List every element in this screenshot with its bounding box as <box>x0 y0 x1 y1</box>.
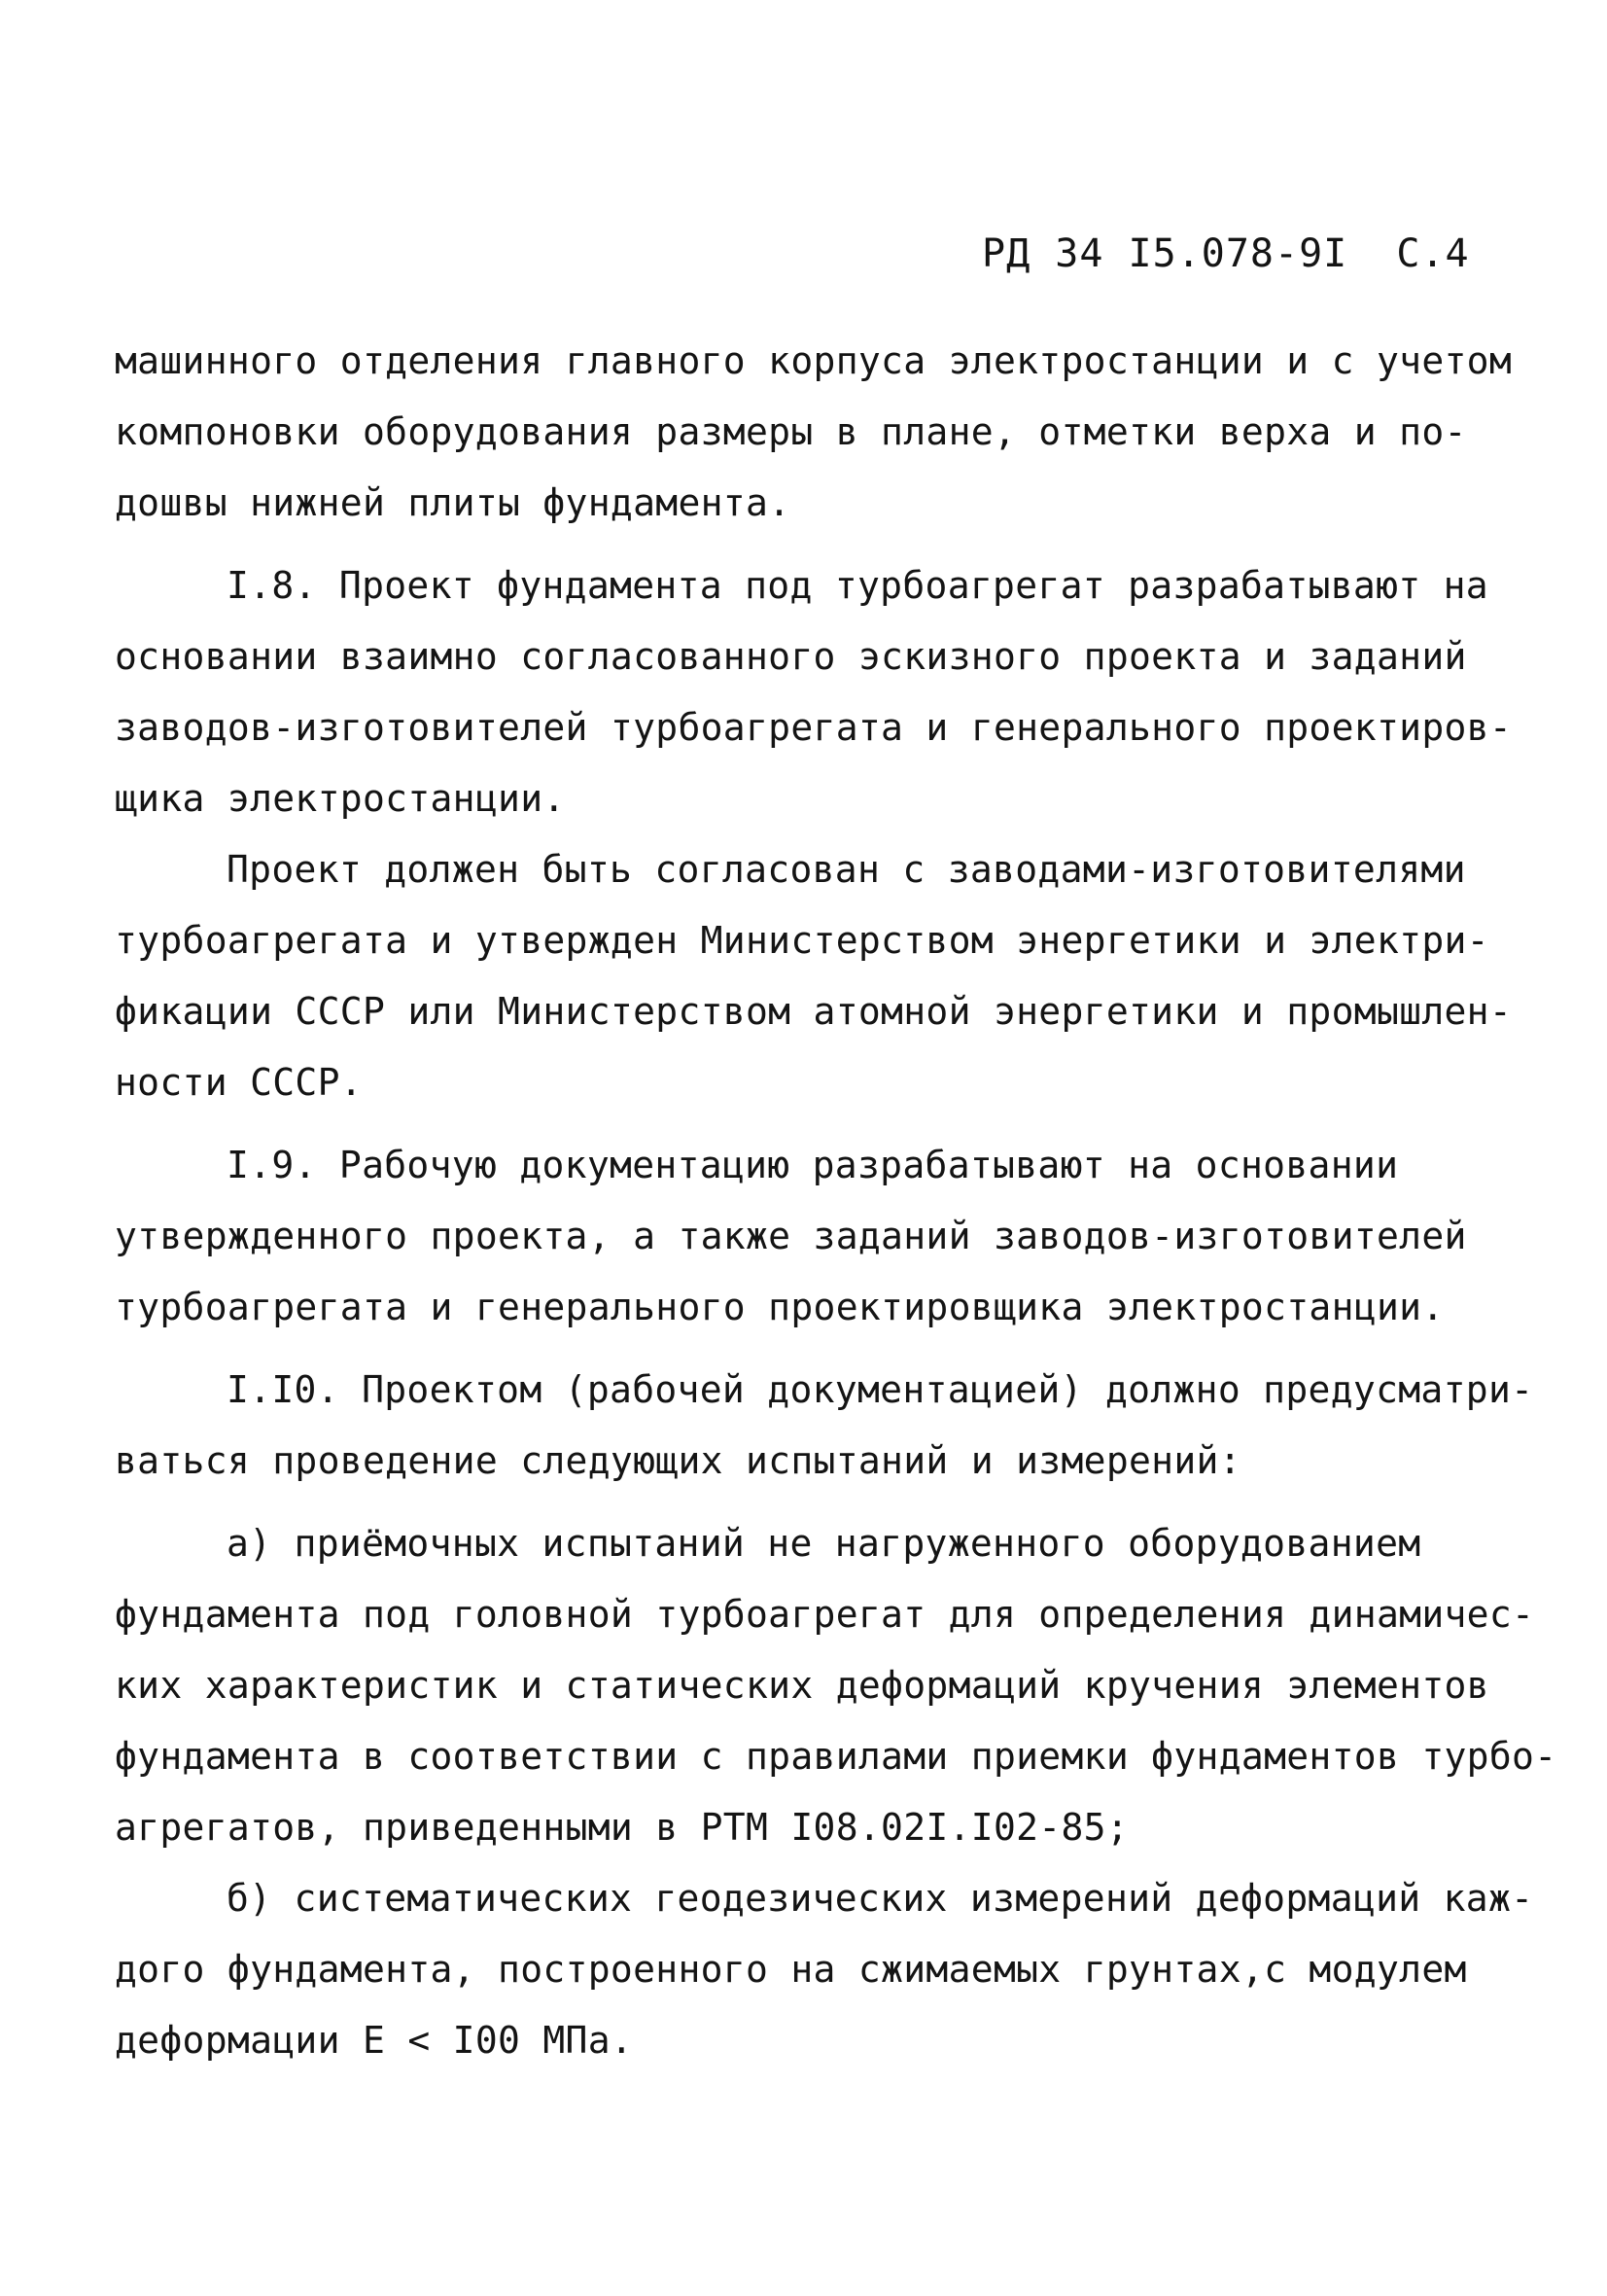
document-code-header: РД 34 I5.078-9I С.4 <box>982 231 1470 276</box>
text-line: Проект должен быть согласован с заводами-изготовителями <box>227 848 1466 891</box>
text-line: основании взаимно согласованного эскизного проекта и заданий <box>115 635 1467 678</box>
text-line: фикации СССР или Министерством атомной энергетики и промышлен- <box>115 990 1513 1033</box>
text-line: турбоагрегата и утвержден Министерством энергетики и электри- <box>115 919 1489 962</box>
paragraph-approval <box>115 834 1513 1118</box>
paragraph-1-10 <box>115 1355 1534 1497</box>
text-line: турбоагрегата и генерального проектировщика электростанции. <box>115 1286 1445 1328</box>
text-line: а) приёмочных испытаний не нагруженного оборудованием <box>227 1522 1421 1565</box>
text-line: ности СССР. <box>115 1061 363 1104</box>
text-line: дошвы нижней плиты фундамента. <box>115 481 791 524</box>
text-line: щика электростанции. <box>115 777 566 820</box>
text-line: утвержденного проекта, а также заданий заводов-изготовителей <box>115 1215 1467 1257</box>
text-line: ких характеристик и статических деформаций кручения элементов <box>115 1664 1489 1707</box>
paragraph-1-8 <box>115 550 1513 834</box>
text-line: I.8. Проект фундамента под турбоагрегат разрабатывают на <box>227 564 1488 607</box>
paragraph-layout-continuation <box>115 326 1513 539</box>
text-line: I.I0. Проектом (рабочей документацией) должно предусматри- <box>227 1368 1534 1411</box>
text-line: ваться проведение следующих испытаний и измерений: <box>115 1439 1241 1482</box>
paragraph-1-9 <box>115 1130 1495 1343</box>
list-item-a <box>115 1508 1557 1863</box>
text-line: б) систематических геодезических измерений деформаций каж- <box>227 1877 1534 1920</box>
text-line: фундамента под головной турбоагрегат для определения динамичес- <box>115 1593 1535 1636</box>
text-line: машинного отделения главного корпуса электростанции и с учетом <box>115 339 1513 382</box>
text-line: I.9. Рабочую документацию разрабатывают на основании <box>227 1144 1399 1186</box>
list-item-b <box>115 1863 1534 2076</box>
document-body <box>115 326 1557 2076</box>
text-line: фундамента в соответствии с правилами приемки фундаментов турбо- <box>115 1735 1557 1778</box>
text-line: агрегатов, приведенными в РТМ I08.02I.I02-85; <box>115 1806 1130 1849</box>
text-line: компоновки оборудования размеры в плане, отметки верха и по- <box>115 410 1467 453</box>
text-line: дого фундамента, построенного на сжимаемых грунтах,с модулем <box>115 1948 1467 1991</box>
text-line: деформации Е < I00 МПа. <box>115 2019 634 2062</box>
text-line: заводов-изготовителей турбоагрегата и генерального проектиров- <box>115 706 1513 749</box>
